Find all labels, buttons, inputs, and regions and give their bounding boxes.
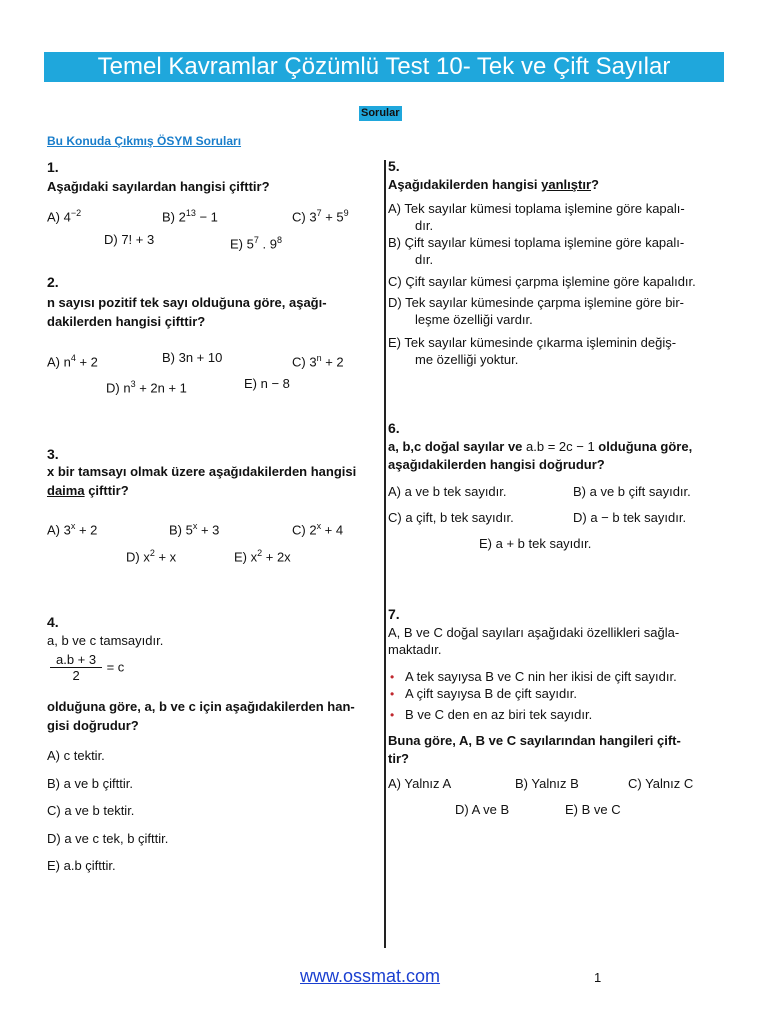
q7-question-line1: Buna göre, A, B ve C sayılarından hangileri çift-: [388, 733, 681, 748]
q6-text-line1: a, b,c doğal sayılar ve a.b = 2c − 1 olduğuna göre,: [388, 439, 693, 454]
q4-fraction: $\frac{a.b + 3}{2}$: [50, 652, 102, 683]
q6-option-a: A) a ve b tek sayıdır.: [388, 484, 507, 499]
q1-option-a: A) $4^{-2}$: [47, 208, 82, 225]
q4-number: 4.: [47, 614, 59, 630]
q3-text-line2: daima çifttir?: [47, 483, 129, 498]
q4-option-e: E) a.b çifttir.: [47, 858, 116, 873]
q2-option-b: B) 3n + 10: [162, 350, 223, 365]
q6-text-line2: aşağıdakilerden hangisi doğrudur?: [388, 457, 605, 472]
q4-option-b: B) a ve b çifttir.: [47, 776, 133, 791]
q5-number: 5.: [388, 158, 400, 174]
q5-option-d: D) Tek sayılar kümesinde çarpma işlemine göre bir- leşme özelliği vardır.: [388, 295, 684, 327]
q2-option-e: E) n − 8: [244, 376, 290, 391]
q2-text-line2: dakilerden hangisi çifttir?: [47, 314, 206, 329]
q2-option-a: A) $n^4 + 2$: [47, 353, 98, 370]
q6-number: 6.: [388, 420, 400, 436]
q5-option-b: B) Çift sayılar kümesi toplama işlemine göre kapalı- dır.: [388, 235, 685, 267]
q3-option-b: B) $5^x + 3$: [169, 521, 220, 538]
q1-option-d: D) 7! + 3: [104, 232, 155, 247]
q5-text: Aşağıdakilerden hangisi yanlıştır?: [388, 177, 599, 192]
q4-option-c: C) a ve b tektir.: [47, 803, 135, 818]
q4-text-line2: gisi doğrudur?: [47, 718, 139, 733]
q4-given: a, b ve c tamsayıdır.: [47, 633, 164, 648]
page-title: Temel Kavramlar Çözümlü Test 10- Tek ve Çift Sayılar: [44, 52, 724, 82]
q3-text-line1: x bir tamsayı olmak üzere aşağıdakilerden hangisi: [47, 464, 357, 479]
q6-option-b: B) a ve b çift sayıdır.: [573, 484, 691, 499]
q3-option-e: E) $x^2 + 2x$: [234, 548, 291, 565]
q7-bullet-3: • B ve C den en az biri tek sayıdır.: [390, 707, 593, 722]
q7-option-b: B) Yalnız B: [515, 776, 579, 791]
q2-option-c: C) $3^n + 2$: [292, 353, 344, 370]
q5-option-c: C) Çift sayılar kümesi çarpma işlemine göre kapalıdır.: [388, 274, 696, 289]
q4-text-line1: olduğuna göre, a, b ve c için aşağıdakilerden han-: [47, 699, 355, 714]
q1-option-b: B) $2^{13} - 1$: [162, 208, 218, 225]
q7-option-a: A) Yalnız A: [388, 776, 452, 791]
q7-number: 7.: [388, 606, 400, 622]
section-tag: Sorular: [361, 107, 400, 119]
q3-option-d: D) $x^2 + x$: [126, 548, 177, 565]
q5-option-a: A) Tek sayılar kümesi toplama işlemine göre kapalı- dır.: [388, 201, 685, 233]
q5-option-e: E) Tek sayılar kümesinde çıkarma işleminin değiş- me özelliği yoktur.: [388, 335, 677, 367]
q7-bullet-1: • A tek sayıysa B ve C nin her ikisi de çift sayıdır.: [390, 669, 677, 684]
column-divider: [384, 160, 386, 948]
q1-text: Aşağıdaki sayılardan hangisi çifttir?: [47, 179, 270, 194]
q3-option-a: A) $3^x + 2$: [47, 521, 98, 538]
q4-equation: $\frac{a.b + 3}{2}$ = c: [50, 652, 124, 683]
q7-option-d: D) A ve B: [455, 802, 510, 817]
q3-option-c: C) $2^x + 4$: [292, 521, 344, 538]
q2-number: 2.: [47, 274, 59, 290]
q7-intro: A, B ve C doğal sayıları aşağıdaki özellikleri sağla- maktadır.: [388, 625, 680, 657]
section-heading: Bu Konuda Çıkmış ÖSYM Soruları: [47, 134, 242, 148]
q6-option-e: E) a + b tek sayıdır.: [479, 536, 592, 551]
q1-option-e: E) $5^7$ . $9^8$: [230, 235, 282, 252]
page-number: 1: [594, 970, 602, 985]
q7-option-c: C) Yalnız C: [628, 776, 694, 791]
q6-option-c: C) a çift, b tek sayıdır.: [388, 510, 514, 525]
q7-bullet-2: • A çift sayıysa B de çift sayıdır.: [390, 686, 578, 701]
q2-text-line1: n sayısı pozitif tek sayı olduğuna göre, aşağı-: [47, 295, 327, 310]
footer-website-link[interactable]: www.ossmat.com: [300, 966, 441, 986]
q3-number: 3.: [47, 446, 59, 462]
q4-option-a: A) c tektir.: [47, 748, 105, 763]
q1-number: 1.: [47, 159, 59, 175]
q7-question-line2: tir?: [388, 751, 409, 766]
q6-option-d: D) a − b tek sayıdır.: [573, 510, 687, 525]
q4-option-d: D) a ve c tek, b çifttir.: [47, 831, 169, 846]
q2-option-d: D) $n^3 + 2n + 1$: [106, 379, 187, 396]
q7-option-e: E) B ve C: [565, 802, 621, 817]
q1-option-c: C) $3^7 + 5^9$: [292, 208, 349, 225]
